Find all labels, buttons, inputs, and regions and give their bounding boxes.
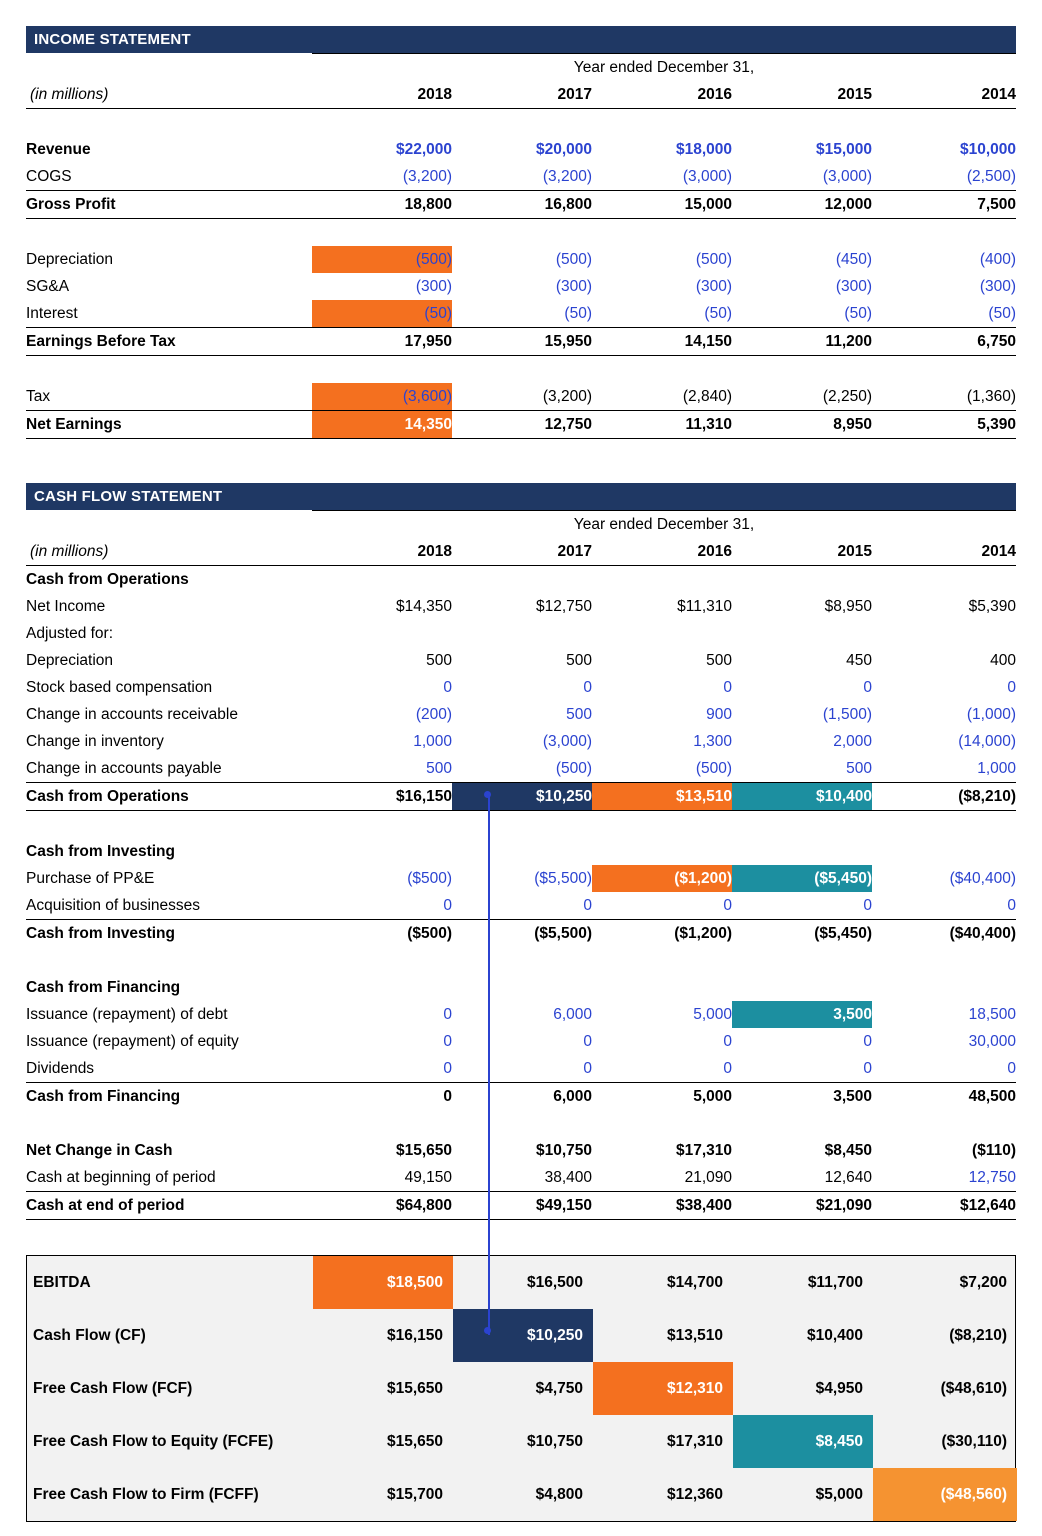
cell-ebitda-2014: $7,200 <box>959 1273 1007 1291</box>
cell-cf-depreciation-2017: 500 <box>566 651 592 669</box>
row-label-net-earnings: Net Earnings <box>26 411 312 439</box>
period-header: Year ended December 31, <box>312 54 1016 82</box>
cell-net-earnings-2015: 8,950 <box>732 411 872 439</box>
period-header-row <box>26 511 1016 539</box>
cell-total-financing-2014: 48,500 <box>968 1087 1016 1105</box>
table-row-total <box>26 783 1016 811</box>
connector-dot-top <box>484 791 491 798</box>
cell-sga-2018: (300) <box>415 277 452 295</box>
cell-interest-2014: (50) <box>988 304 1016 322</box>
cell-interest-2015: (50) <box>844 304 872 322</box>
table-row <box>26 674 1016 701</box>
row-label-acquisitions: Acquisition of businesses <box>26 892 312 920</box>
table-row <box>26 620 1016 647</box>
cell-change-ap-2014: 1,000 <box>872 755 1016 783</box>
row-label-total-financing: Cash from Financing <box>26 1087 181 1105</box>
cell-fcfe-2017: $10,750 <box>526 1432 583 1450</box>
cell-depreciation-2016: (500) <box>695 250 732 268</box>
cell-cf-depreciation-2018: 500 <box>426 651 452 669</box>
year-header-2017: 2017 <box>452 538 592 566</box>
cell-total-investing-2018: ($500) <box>407 924 452 942</box>
cell-depreciation-2018: (500) <box>312 246 452 273</box>
cell-debt-2014: 18,500 <box>968 1005 1016 1023</box>
table-row <box>26 246 1016 273</box>
cell-net-income-2017: $12,750 <box>535 597 592 615</box>
cell-cash-begin-2018: 49,150 <box>312 1164 452 1192</box>
cell-cogs-2015: (3,000) <box>822 167 872 185</box>
cell-total-financing-2017: 6,000 <box>553 1087 592 1105</box>
cell-depreciation-2017: (500) <box>555 250 592 268</box>
cell-interest-2016: (50) <box>704 304 732 322</box>
cell-revenue-2016: $18,000 <box>675 140 732 158</box>
cell-cf-2018: $16,150 <box>386 1326 443 1344</box>
units-label: (in millions) <box>26 81 312 109</box>
cell-cash-begin-2016: 21,090 <box>592 1164 732 1192</box>
cell-dividends-2018: 0 <box>312 1055 452 1083</box>
row-label-gross-profit: Gross Profit <box>26 191 312 219</box>
table-row <box>26 273 1016 300</box>
year-header-2014: 2014 <box>872 81 1016 109</box>
table-row <box>26 701 1016 728</box>
cell-ebitda-2017: $16,500 <box>526 1273 583 1291</box>
cell-fcf-2018: $15,650 <box>386 1379 443 1397</box>
cell-interest-2018: (50) <box>312 300 452 328</box>
row-label-revenue: Revenue <box>26 140 91 158</box>
cash-flow-table <box>26 510 1016 1220</box>
cell-change-ap-2018: 500 <box>312 755 452 783</box>
cell-purchase-ppe-2014: ($40,400) <box>949 869 1016 887</box>
cell-change-ap-2016: (500) <box>592 755 732 783</box>
row-label-ebt: Earnings Before Tax <box>26 328 312 356</box>
row-label-sbc: Stock based compensation <box>26 678 213 696</box>
cell-sga-2016: (300) <box>695 277 732 295</box>
cell-fcff-2016: $12,360 <box>666 1485 723 1503</box>
cell-net-income-2018: $14,350 <box>395 597 452 615</box>
cell-interest-2017: (50) <box>564 304 592 322</box>
cell-net-change-2016: $17,310 <box>675 1141 732 1159</box>
row-label-total-investing: Cash from Investing <box>26 924 175 942</box>
cell-fcfe-2014: ($30,110) <box>941 1432 1007 1450</box>
section-header-row <box>26 838 1016 865</box>
cell-net-change-2017: $10,750 <box>535 1141 592 1159</box>
row-label-fcfe: Free Cash Flow to Equity (FCFE) <box>33 1432 274 1450</box>
cell-equity-2018: 0 <box>443 1032 452 1050</box>
cell-total-investing-2016: ($1,200) <box>674 924 732 942</box>
table-row-total <box>26 1083 1016 1111</box>
cell-debt-2015: 3,500 <box>732 1001 872 1028</box>
row-label-cf: Cash Flow (CF) <box>33 1326 146 1344</box>
table-row <box>27 1468 1017 1521</box>
cell-tax-2014: (1,360) <box>966 387 1016 405</box>
row-label-tax: Tax <box>26 387 51 405</box>
income-statement-title: INCOME STATEMENT <box>26 26 1016 53</box>
cell-change-ap-2015: 500 <box>732 755 872 783</box>
cell-depreciation-2014: (400) <box>979 250 1016 268</box>
table-row <box>27 1309 1017 1362</box>
cell-cash-end-2018: $64,800 <box>312 1192 452 1220</box>
cash-from-investing-header: Cash from Investing <box>26 842 175 860</box>
cell-purchase-ppe-2017: ($5,500) <box>534 869 592 887</box>
cell-debt-2018: 0 <box>443 1005 452 1023</box>
year-header-2016: 2016 <box>592 81 732 109</box>
cell-gross-profit-2018: 18,800 <box>312 191 452 219</box>
table-row <box>26 647 1016 674</box>
cell-debt-2017: 6,000 <box>553 1005 592 1023</box>
row-label-equity: Issuance (repayment) of equity <box>26 1032 239 1050</box>
cell-fcff-2015: $5,000 <box>815 1485 863 1503</box>
cell-acquisitions-2015: 0 <box>732 892 872 920</box>
units-label: (in millions) <box>26 538 312 566</box>
summary-table <box>27 1256 1017 1521</box>
cell-sga-2015: (300) <box>835 277 872 295</box>
cell-total-operations-2017: $10,250 <box>452 783 592 811</box>
table-row <box>26 328 1016 356</box>
year-header-row <box>26 81 1016 109</box>
cell-purchase-ppe-2016: ($1,200) <box>592 865 732 892</box>
cell-equity-2015: 0 <box>863 1032 872 1050</box>
row-label-cf-depreciation: Depreciation <box>26 651 114 669</box>
cell-dividends-2017: 0 <box>452 1055 592 1083</box>
cell-cash-end-2015: $21,090 <box>732 1192 872 1220</box>
cell-change-ap-2017: (500) <box>452 755 592 783</box>
year-header-2018: 2018 <box>312 538 452 566</box>
cell-fcf-2017: $4,750 <box>535 1379 583 1397</box>
table-row <box>26 163 1016 191</box>
row-label-cash-end: Cash at end of period <box>26 1192 312 1220</box>
cell-fcff-2018: $15,700 <box>386 1485 443 1503</box>
table-row-total <box>26 920 1016 948</box>
cell-change-inventory-2017: (3,000) <box>542 732 592 750</box>
cell-total-financing-2015: 3,500 <box>833 1087 872 1105</box>
table-row <box>26 1055 1016 1083</box>
cell-change-ar-2017: 500 <box>566 705 592 723</box>
row-label-total-operations: Cash from Operations <box>26 783 312 811</box>
cell-cash-begin-2015: 12,640 <box>732 1164 872 1192</box>
year-header-row <box>26 538 1016 566</box>
cell-net-change-2014: ($110) <box>972 1141 1016 1159</box>
row-label-change-inventory: Change in inventory <box>26 732 164 750</box>
cell-cf-depreciation-2015: 450 <box>846 651 872 669</box>
year-header-2015: 2015 <box>732 538 872 566</box>
cell-equity-2017: 0 <box>583 1032 592 1050</box>
cell-sbc-2016: 0 <box>723 678 732 696</box>
table-row <box>26 755 1016 783</box>
cell-tax-2015: (2,250) <box>822 387 872 405</box>
cell-fcff-2014: ($48,560) <box>873 1468 1017 1521</box>
cell-fcf-2014: ($48,610) <box>940 1379 1007 1397</box>
cell-cogs-2016: (3,000) <box>682 167 732 185</box>
cell-equity-2014: 30,000 <box>968 1032 1016 1050</box>
cell-cash-begin-2014: 12,750 <box>872 1164 1016 1192</box>
cell-total-operations-2016: $13,510 <box>592 783 732 811</box>
cell-sbc-2018: 0 <box>443 678 452 696</box>
cell-ebitda-2015: $11,700 <box>807 1273 863 1291</box>
cell-cash-end-2016: $38,400 <box>592 1192 732 1220</box>
cell-ebt-2016: 14,150 <box>592 328 732 356</box>
cell-net-income-2015: $8,950 <box>824 597 872 615</box>
cell-cogs-2017: (3,200) <box>542 167 592 185</box>
cell-cf-depreciation-2016: 500 <box>706 651 732 669</box>
cell-revenue-2014: $10,000 <box>959 140 1016 158</box>
period-header-row <box>26 54 1016 82</box>
cell-sga-2014: (300) <box>979 277 1016 295</box>
cell-purchase-ppe-2018: ($500) <box>407 869 452 887</box>
year-header-2018: 2018 <box>312 81 452 109</box>
row-label-ebitda: EBITDA <box>33 1273 91 1291</box>
row-label-adjusted-for: Adjusted for: <box>26 624 114 642</box>
cell-total-operations-2014: ($8,210) <box>872 783 1016 811</box>
row-label-debt: Issuance (repayment) of debt <box>26 1005 228 1023</box>
cell-net-income-2016: $11,310 <box>677 597 732 615</box>
cell-total-operations-2018: $16,150 <box>312 783 452 811</box>
cell-revenue-2015: $15,000 <box>815 140 872 158</box>
section-header-row <box>26 566 1016 594</box>
year-header-2014: 2014 <box>872 538 1016 566</box>
cell-acquisitions-2017: 0 <box>452 892 592 920</box>
cell-acquisitions-2018: 0 <box>312 892 452 920</box>
cell-equity-2016: 0 <box>723 1032 732 1050</box>
cell-total-investing-2017: ($5,500) <box>534 924 592 942</box>
cash-from-operations-header: Cash from Operations <box>26 570 189 588</box>
cell-gross-profit-2014: 7,500 <box>872 191 1016 219</box>
cell-sga-2017: (300) <box>555 277 592 295</box>
row-label-depreciation: Depreciation <box>26 250 114 268</box>
cell-total-financing-2016: 5,000 <box>693 1087 732 1105</box>
table-row <box>26 728 1016 755</box>
cell-net-change-2018: $15,650 <box>395 1141 452 1159</box>
cell-fcfe-2018: $15,650 <box>386 1432 443 1450</box>
cell-net-earnings-2017: 12,750 <box>452 411 592 439</box>
table-row <box>27 1256 1017 1309</box>
table-row <box>26 136 1016 163</box>
cell-ebt-2015: 11,200 <box>732 328 872 356</box>
cell-cash-end-2014: $12,640 <box>872 1192 1016 1220</box>
cell-fcf-2015: $4,950 <box>815 1379 863 1397</box>
cell-change-ar-2016: 900 <box>706 705 732 723</box>
connector-dot-bottom <box>484 1327 491 1334</box>
cell-sbc-2017: 0 <box>583 678 592 696</box>
cell-tax-2016: (2,840) <box>682 387 732 405</box>
cell-ebt-2014: 6,750 <box>872 328 1016 356</box>
cell-acquisitions-2016: 0 <box>592 892 732 920</box>
table-row <box>27 1362 1017 1415</box>
table-row <box>26 593 1016 620</box>
cell-fcfe-2015: $8,450 <box>733 1415 873 1468</box>
cell-ebt-2017: 15,950 <box>452 328 592 356</box>
cell-dividends-2016: 0 <box>592 1055 732 1083</box>
cell-dividends-2014: 0 <box>872 1055 1016 1083</box>
cell-ebt-2018: 17,950 <box>312 328 452 356</box>
cash-flow-statement-title: CASH FLOW STATEMENT <box>26 483 1016 510</box>
cash-from-financing-header: Cash from Financing <box>26 978 181 996</box>
cell-change-ar-2015: (1,500) <box>822 705 872 723</box>
table-row <box>26 1001 1016 1028</box>
row-label-purchase-ppe: Purchase of PP&E <box>26 869 155 887</box>
table-row <box>26 411 1016 439</box>
cell-cash-end-2017: $49,150 <box>452 1192 592 1220</box>
year-header-2017: 2017 <box>452 81 592 109</box>
cell-depreciation-2015: (450) <box>835 250 872 268</box>
cell-revenue-2018: $22,000 <box>395 140 452 158</box>
cell-change-inventory-2015: 2,000 <box>833 732 872 750</box>
cell-net-earnings-2014: 5,390 <box>872 411 1016 439</box>
section-header-row <box>26 974 1016 1001</box>
cell-total-investing-2014: ($40,400) <box>949 924 1016 942</box>
cell-purchase-ppe-2015: ($5,450) <box>732 865 872 892</box>
table-row-total <box>26 1137 1016 1164</box>
table-row <box>26 865 1016 892</box>
cell-sbc-2014: 0 <box>1007 678 1016 696</box>
year-header-2016: 2016 <box>592 538 732 566</box>
cell-change-inventory-2018: 1,000 <box>413 732 452 750</box>
cell-fcf-2016: $12,310 <box>593 1362 733 1415</box>
cell-tax-2017: (3,200) <box>542 387 592 405</box>
table-row <box>26 1028 1016 1055</box>
cell-ebitda-2018: $18,500 <box>313 1256 453 1309</box>
cell-ebitda-2016: $14,700 <box>666 1273 723 1291</box>
row-label-dividends: Dividends <box>26 1055 312 1083</box>
table-row <box>26 300 1016 328</box>
table-row <box>26 1164 1016 1192</box>
cell-cf-2014: ($8,210) <box>949 1326 1007 1344</box>
cell-cf-2016: $13,510 <box>666 1326 723 1344</box>
table-row <box>27 1415 1017 1468</box>
cell-gross-profit-2015: 12,000 <box>732 191 872 219</box>
cell-cf-depreciation-2014: 400 <box>990 651 1016 669</box>
cell-net-change-2015: $8,450 <box>824 1141 872 1159</box>
row-label-net-income: Net Income <box>26 597 106 615</box>
cell-fcff-2017: $4,800 <box>535 1485 583 1503</box>
cell-revenue-2017: $20,000 <box>535 140 592 158</box>
row-label-sga: SG&A <box>26 277 70 295</box>
cell-acquisitions-2014: 0 <box>872 892 1016 920</box>
row-label-interest: Interest <box>26 304 78 322</box>
row-label-cogs: COGS <box>26 167 72 185</box>
cell-dividends-2015: 0 <box>732 1055 872 1083</box>
row-label-net-change: Net Change in Cash <box>26 1141 173 1159</box>
connector-line <box>488 797 490 1335</box>
cell-debt-2016: 5,000 <box>693 1005 732 1023</box>
cell-cash-begin-2017: 38,400 <box>452 1164 592 1192</box>
cell-gross-profit-2017: 16,800 <box>452 191 592 219</box>
row-label-fcff: Free Cash Flow to Firm (FCFF) <box>33 1485 259 1503</box>
cell-fcfe-2016: $17,310 <box>666 1432 723 1450</box>
table-row <box>26 383 1016 411</box>
cell-total-operations-2015: $10,400 <box>732 783 872 811</box>
period-header: Year ended December 31, <box>312 511 1016 539</box>
cell-sbc-2015: 0 <box>863 678 872 696</box>
cell-net-income-2014: $5,390 <box>968 597 1016 615</box>
cell-total-investing-2015: ($5,450) <box>814 924 872 942</box>
row-label-change-ar: Change in accounts receivable <box>26 705 238 723</box>
cell-cf-2015: $10,400 <box>806 1326 863 1344</box>
income-statement-section <box>26 26 1016 439</box>
cash-flow-statement-section <box>26 483 1016 1220</box>
cell-change-ar-2018: (200) <box>415 705 452 723</box>
row-label-cash-begin: Cash at beginning of period <box>26 1164 312 1192</box>
table-row-total <box>26 1192 1016 1220</box>
cell-change-inventory-2016: 1,300 <box>693 732 732 750</box>
income-statement-table <box>26 53 1016 439</box>
cell-tax-2018: (3,600) <box>312 383 452 411</box>
cell-total-financing-2018: 0 <box>443 1087 452 1105</box>
cell-change-ar-2014: (1,000) <box>966 705 1016 723</box>
cell-net-earnings-2018: 14,350 <box>312 411 452 439</box>
cash-flow-summary-box <box>26 1255 1016 1522</box>
cell-cogs-2014: (2,500) <box>966 167 1016 185</box>
cell-gross-profit-2016: 15,000 <box>592 191 732 219</box>
table-row <box>26 191 1016 219</box>
row-label-fcf: Free Cash Flow (FCF) <box>33 1379 193 1397</box>
row-label-change-ap: Change in accounts payable <box>26 755 312 783</box>
cell-change-inventory-2014: (14,000) <box>958 732 1016 750</box>
table-row <box>26 892 1016 920</box>
cell-net-earnings-2016: 11,310 <box>592 411 732 439</box>
year-header-2015: 2015 <box>732 81 872 109</box>
cell-cogs-2018: (3,200) <box>402 167 452 185</box>
cell-cf-2017: $10,250 <box>453 1309 593 1362</box>
